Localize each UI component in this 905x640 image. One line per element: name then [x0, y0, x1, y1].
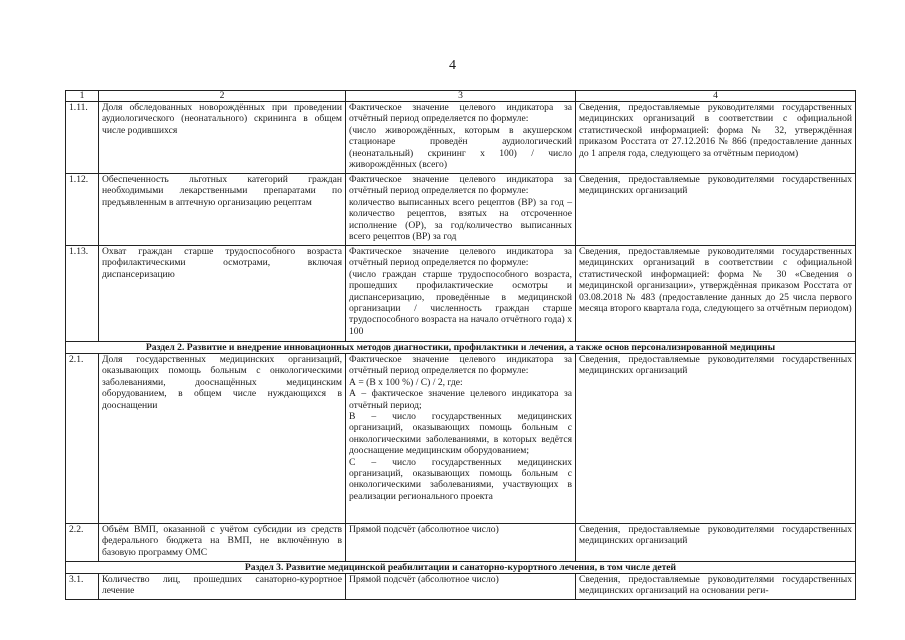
method-cell: Фактическое значение целевого индикатора за отчётный период определяется по формуле: количество выписанных всего рецептов (ВР) за год – количество рецептов, взятых на отсроченное исполнение (ОР), за год/количество выписанных всего рецептов (ВР) за год [346, 174, 576, 246]
indicator-cell: Доля государственных медицинских организаций, оказывающих помощь больным с онкологическими заболеваниями, дооснащённых медицинским оборудованием, в общем числе нуждающихся в дооснащении [99, 354, 346, 524]
method-cell: Прямой подсчёт (абсолютное число) [346, 524, 576, 562]
source-cell: Сведения, предоставляемые руководителями государственных медицинских организаций на основании реги- [576, 574, 856, 600]
section-3-heading: Раздел 3. Развитие медицинской реабилитации и санаторно-курортного лечения, в том числе детей [66, 562, 856, 574]
indicator-cell: Доля обследованных новорождённых при проведении аудиологического (неонатального) скрининга в общем числе родившихся [99, 102, 346, 174]
method-cell: Фактическое значение целевого индикатора за отчётный период определяется по формуле: (число живорождённых, которым в акушерском стационаре проведён аудиологический (неонатальный) скрининг х 100) / число живорождённых (всего) [346, 102, 576, 174]
header-cell: 4 [576, 91, 856, 102]
indicator-cell: Обеспеченность льготных категорий граждан необходимыми лекарственными препаратами по предъявленным в аптечную организацию рецептам [99, 174, 346, 246]
table-row [66, 102, 856, 174]
indicators-table [65, 90, 856, 600]
method-cell: Фактическое значение целевого индикатора за отчётный период определяется по формуле: (число граждан старше трудоспособного возраста, прошедших профилактические осмотры и диспансеризацию, проведённые в медицинской организации / численность граждан старше трудоспособного возраста на начало отчётного года) х 100 [346, 246, 576, 342]
method-cell: Фактическое значение целевого индикатора за отчётный период определяется по формуле: А = (В х 100 %) / С) / 2, где: А – фактическое значение целевого индикатора за отчётный период; В – число государственных медицинских организаций, оказывающих помощь больным с онкологическими заболеваниями, в которых ведётся дооснащение медицинским оборудованием; С – число государственных медицинских организаций, оказывающих помощь больным с онкологическими заболеваниями, участвующих в реализации регионального проекта [346, 354, 576, 524]
header-cell: 1 [66, 91, 99, 102]
method-cell: Прямой подсчёт (абсолютное число) [346, 574, 576, 600]
section-heading-row [66, 562, 856, 574]
source-cell: Сведения, предоставляемые руководителями государственных медицинских организаций в соответствии с официальной статистической информацией: форма № 32, утверждённая приказом Росстата от 27.12.2016 № 866 (предоставление данных до 1 апреля года, следующего за отчётным периодом) [576, 102, 856, 174]
section-heading-row [66, 342, 856, 354]
indicator-cell: Охват граждан старше трудоспособного возраста профилактическими осмотрами, включая диспансеризацию [99, 246, 346, 342]
header-cell: 2 [99, 91, 346, 102]
row-number: 3.1. [66, 574, 99, 600]
section-2-heading: Раздел 2. Развитие и внедрение инновационных методов диагностики, профилактики и лечения, а также основ персонализированной медицины [66, 342, 856, 354]
source-cell: Сведения, предоставляемые руководителями государственных медицинских организаций [576, 174, 856, 246]
row-number: 1.12. [66, 174, 99, 246]
table-row [66, 574, 856, 600]
page-number: 4 [449, 58, 456, 73]
table-row [66, 246, 856, 342]
row-number: 1.13. [66, 246, 99, 342]
table-row [66, 524, 856, 562]
source-cell: Сведения, предоставляемые руководителями государственных медицинских организаций [576, 354, 856, 524]
table-row [66, 354, 856, 524]
row-number: 2.2. [66, 524, 99, 562]
indicator-cell: Объём ВМП, оказанной с учётом субсидии из средств федерального бюджета на ВМП, не включённую в базовую программу ОМС [99, 524, 346, 562]
source-cell: Сведения, предоставляемые руководителями государственных медицинских организаций [576, 524, 856, 562]
indicator-cell: Количество лиц, прошедших санаторно-курортное лечение [99, 574, 346, 600]
row-number: 2.1. [66, 354, 99, 524]
table-row [66, 174, 856, 246]
row-number: 1.11. [66, 102, 99, 174]
header-cell: 3 [346, 91, 576, 102]
source-cell: Сведения, предоставляемые руководителями государственных медицинских организаций в соответствии с официальной статистической информацией: форма № 30 «Сведения о медицинской организации», утверждённая приказом Росстата от 03.08.2018 № 483 (предоставление данных до 25 числа первого месяца второго квартала года, следующего за отчётным периодом) [576, 246, 856, 342]
table-header-row [66, 91, 856, 102]
